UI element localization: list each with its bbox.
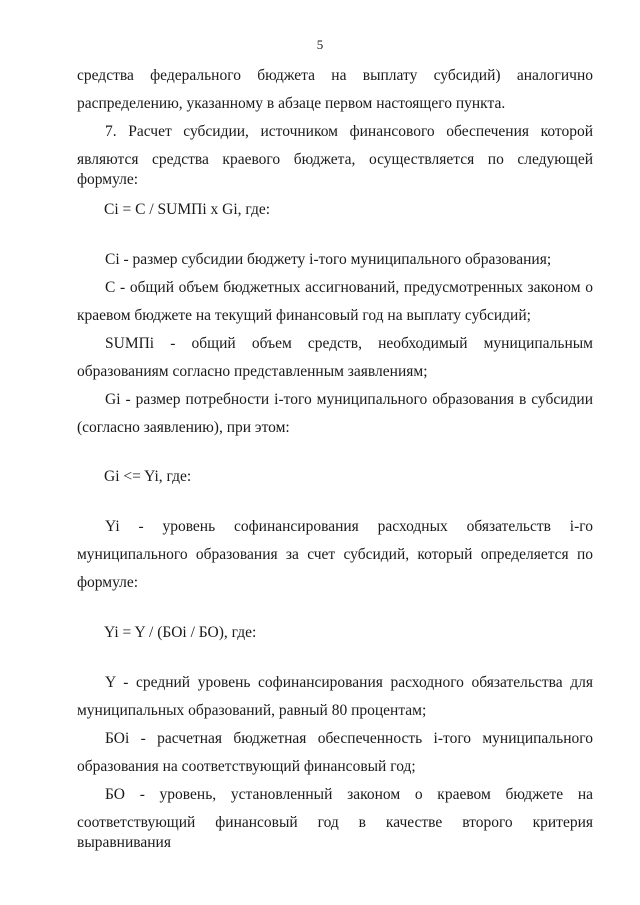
formula-yi: Yi = Y / (БОi / БО), где: xyxy=(104,624,257,641)
formula-ci: Ci = C / SUMПi x Gi, где: xyxy=(104,201,271,218)
formula-gi: Gi <= Yi, где: xyxy=(104,468,192,485)
definition-sumpi-line-2: образованиям согласно представленным заявлениям; xyxy=(77,363,428,380)
paragraph-7-line-1: 7. Расчет субсидии, источником финансового обеспечения которой xyxy=(105,123,593,140)
definition-c-line-2: краевом бюджете на текущий финансовый год на выплату субсидий; xyxy=(77,307,531,324)
definition-gi-line-2: (согласно заявлению), при этом: xyxy=(77,419,290,436)
definition-y-line-2: муниципальных образований, равный 80 процентам; xyxy=(77,702,427,719)
text-line-1: средства федерального бюджета на выплату субсидий) аналогично xyxy=(77,67,593,84)
definition-yi-line-1: Yi - уровень софинансирования расходных обязательств i-го xyxy=(105,518,593,535)
definition-gi-line-1: Gi - размер потребности i-того муниципального образования в субсидии xyxy=(105,391,593,408)
definition-ci: Ci - размер субсидии бюджету i-того муниципального образования; xyxy=(105,251,552,268)
definition-yi-line-2: муниципального образования за счет субсидий, который определяется по xyxy=(77,546,593,563)
page-number: 5 xyxy=(316,37,324,52)
definition-sumpi-line-1: SUMПi - общий объем средств, необходимый муниципальным xyxy=(105,335,593,352)
definition-y-line-1: Y - средний уровень софинансирования расходного обязательства для xyxy=(105,674,593,691)
definition-boi-line-1: БОi - расчетная бюджетная обеспеченность i-того муниципального xyxy=(105,730,593,747)
definition-yi-line-3: формуле: xyxy=(77,574,139,591)
definition-bo-line-2: соответствующий финансовый год в качестве второго критерия выравнивания xyxy=(77,814,593,851)
definition-boi-line-2: образования на соответствующий финансовый год; xyxy=(77,758,416,775)
definition-c-line-1: С - общий объем бюджетных ассигнований, предусмотренных законом о xyxy=(105,279,593,296)
paragraph-7-line-2: являются средства краевого бюджета, осуществляется по следующей формуле: xyxy=(77,151,593,188)
text-line-2: распределению, указанному в абзаце первом настоящего пункта. xyxy=(77,95,506,112)
definition-bo-line-1: БО - уровень, установленный законом о краевом бюджете на xyxy=(105,786,593,803)
